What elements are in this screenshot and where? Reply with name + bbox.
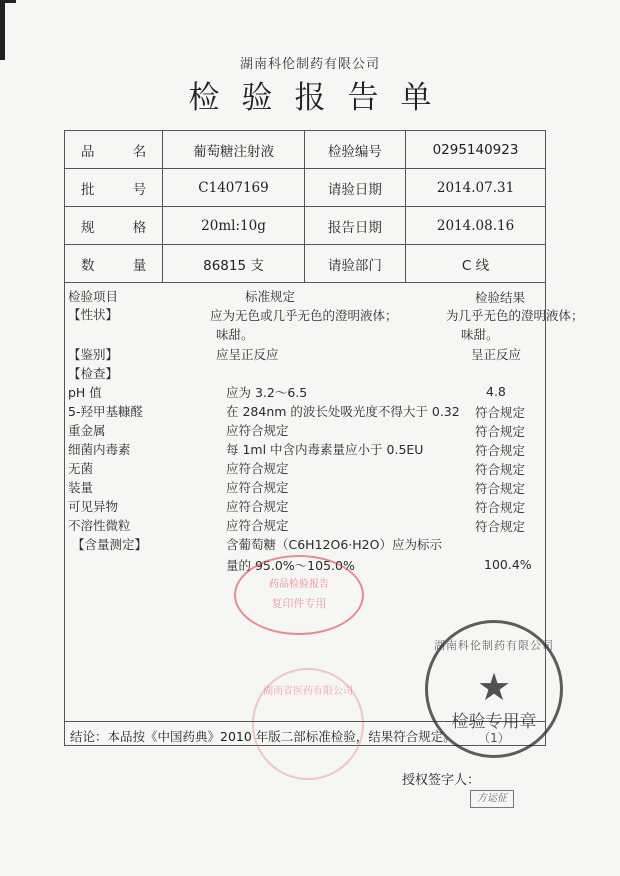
header-standard: 标准规定 (245, 289, 296, 304)
signature-stamp: 方运征 (470, 790, 514, 808)
result-item: 可见异物 (68, 499, 119, 514)
scan-artifact (0, 0, 5, 60)
result-item: 【检查】 (68, 366, 119, 381)
scan-artifact (0, 0, 16, 3)
result-value: 味甜。 (461, 327, 499, 342)
info-row-quantity (65, 245, 546, 283)
result-item: 细菌内毒素 (68, 442, 131, 457)
page-title: 检验报告单 (188, 80, 454, 116)
result-standard: 在 284nm 的波长处吸光度不得大于 0.32 (226, 404, 460, 419)
result-value: 符合规定 (475, 443, 526, 458)
value-request-date: 2014.07.31 (406, 169, 546, 207)
conclusion-text: 结论：本品按《中国药典》2010 年版二部标准检验，结果符合规定。 (70, 729, 456, 744)
company-name: 湖南科伦制药有限公司 (239, 57, 380, 72)
value-batch-number: C1407169 (163, 169, 305, 207)
value-specification: 20ml:10g (163, 207, 305, 245)
result-item: 装量 (68, 480, 94, 495)
header-test-item: 检验项目 (68, 289, 119, 304)
result-item: 【含量测定】 (72, 537, 148, 552)
label-product-name: 品 名 (65, 131, 163, 169)
red-circle-stamp: 湖南省医药有限公司 (252, 668, 364, 780)
label-batch-number: 批 号 (65, 169, 163, 207)
result-standard: 应为无色或几乎无色的澄明液体； (210, 308, 398, 323)
value-product-name: 葡萄糖注射液 (163, 131, 305, 169)
result-item: 重金属 (68, 423, 106, 438)
info-table (64, 130, 546, 283)
result-item: pH 值 (68, 385, 102, 400)
result-value: 符合规定 (475, 481, 526, 496)
result-standard: 应为 3.2～6.5 (226, 385, 308, 400)
result-standard: 味甜。 (216, 327, 254, 342)
label-specification: 规 格 (65, 207, 163, 245)
result-item: 【性状】 (68, 307, 119, 322)
value-report-date: 2014.08.16 (406, 207, 546, 245)
result-standard: 应符合规定 (226, 480, 289, 495)
result-value: 呈正反应 (471, 347, 522, 362)
result-standard: 含葡萄糖（C6H12O6·H2O）应为标示 (226, 537, 442, 552)
result-standard: 应符合规定 (226, 461, 289, 476)
result-standard: 量的 95.0%～105.0% (226, 558, 355, 573)
result-standard: 每 1ml 中含内毒素量应小于 0.5EU (226, 442, 424, 457)
result-standard: 应符合规定 (226, 423, 289, 438)
signer-label: 授权签字人： (402, 773, 481, 788)
result-standard: 应符合规定 (226, 518, 289, 533)
info-row-product (65, 131, 546, 169)
result-value: 符合规定 (475, 424, 526, 439)
result-item: 无菌 (68, 461, 94, 476)
result-standard: 应符合规定 (226, 499, 289, 514)
result-value: 符合规定 (475, 405, 526, 420)
value-test-number: 0295140923 (406, 131, 546, 169)
qa-seal-stamp: 湖南科伦制药有限公司 ★ 检验专用章 （1） (425, 620, 563, 758)
label-test-number: 检验编号 (304, 131, 405, 169)
result-item: 不溶性微粒 (68, 518, 131, 533)
result-value: 100.4% (484, 557, 532, 572)
result-value: 符合规定 (475, 462, 526, 477)
label-request-dept: 请验部门 (304, 245, 405, 283)
result-value: 为几乎无色的澄明液体； (446, 308, 584, 323)
label-report-date: 报告日期 (304, 207, 405, 245)
result-value: 符合规定 (475, 500, 526, 515)
star-icon: ★ (476, 665, 512, 709)
result-item: 5-羟甲基糠醛 (68, 404, 143, 419)
red-oval-stamp: 药品检验报告 复印件专用 (234, 555, 364, 635)
result-standard: 应呈正反应 (216, 347, 279, 362)
header-result: 检验结果 (475, 290, 526, 305)
result-item: 【鉴别】 (68, 347, 119, 362)
label-request-date: 请验日期 (304, 169, 405, 207)
info-row-spec (65, 207, 546, 245)
label-quantity: 数 量 (65, 245, 163, 283)
result-value: 4.8 (486, 384, 506, 399)
result-value: 符合规定 (475, 519, 526, 534)
info-row-batch (65, 169, 546, 207)
value-request-dept: C 线 (406, 245, 546, 283)
value-quantity: 86815 支 (163, 245, 305, 283)
